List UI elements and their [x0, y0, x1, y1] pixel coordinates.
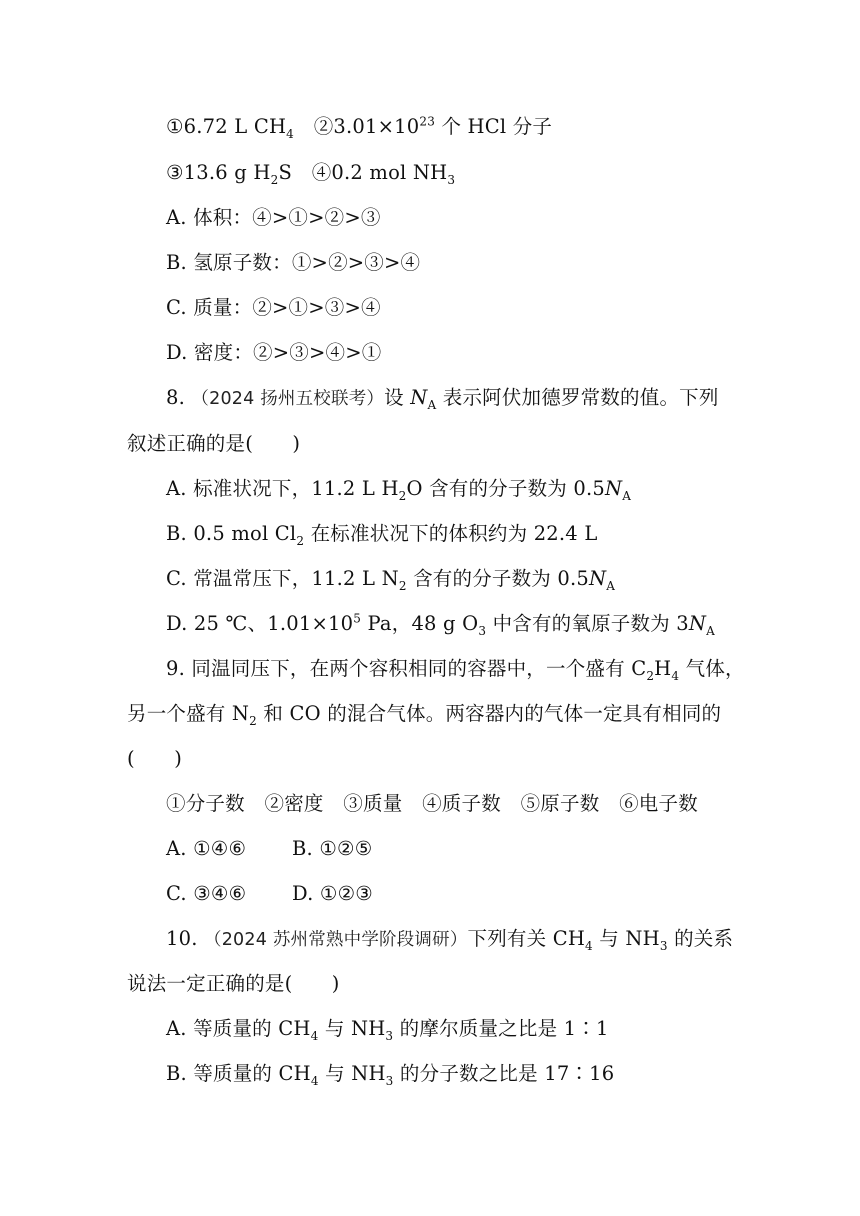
q8-option-c: C. 常温常压下，11.2 L $N_2$ 含有的分子数为 $0.5N_A$: [166, 567, 616, 593]
q10-stem-line-2: 说法一定正确的是( ): [127, 972, 340, 995]
q8-stem-line-1: 8. （2024 扬州五校联考）设 $N_A$ 表示阿伏加德罗常数的值。下列: [166, 386, 719, 412]
q8-source: （2024 扬州五校联考）: [191, 389, 385, 409]
q7-items-line-2: ③13.6 g $H_2S$ ④0.2 mol $NH_3$: [166, 161, 456, 187]
q9-option-a: A. ①④⑥: [166, 837, 247, 860]
q10-option-a: A. 等质量的 $CH_4$ 与 $NH_3$ 的摩尔质量之比是 1∶1: [166, 1017, 609, 1043]
q7-items-line-1: ①6.72 L $CH_4$ $②3.01\times 10^{23}$ 个 HCl 分子: [166, 114, 553, 141]
q10-source: （2024 苏州常熟中学阶段调研）: [204, 930, 468, 950]
q8-option-a: A. 标准状况下，11.2 L $H_2O$ 含有的分子数为 $0.5N_A$: [166, 477, 632, 503]
q8-option-d: D. 25 ℃、$1.01\times 10^5$ Pa，48 g $O_3$ 中含有的氧原子数为 $3N_A$: [166, 611, 716, 638]
q7-option-c: C. 质量：②>①>③>④: [166, 296, 381, 319]
q9-option-d: D. ①②③: [292, 882, 373, 905]
q7-option-a: A. 体积：④>①>②>③: [166, 206, 381, 229]
q9-items: ①分子数 ②密度 ③质量 ④质子数 ⑤原子数 ⑥电子数: [166, 792, 698, 815]
q9-option-b: B. ①②⑤: [292, 837, 373, 860]
q10-option-b: B. 等质量的 $CH_4$ 与 $NH_3$ 的分子数之比是 17∶16: [166, 1062, 615, 1088]
q7-option-d: D. 密度：②>③>④>①: [166, 341, 382, 364]
q8-number: 8.: [166, 386, 192, 409]
q8-stem-line-2: 叙述正确的是( ): [127, 432, 301, 455]
q9-stem-line-2: 另一个盛有 $N_2$ 和 CO 的混合气体。两容器内的气体一定具有相同的: [127, 702, 722, 728]
q10-number: 10.: [166, 927, 205, 950]
q7-option-b: B. 氢原子数：①>②>③>④: [166, 251, 421, 274]
q9-stem-line-3: ( ): [127, 747, 183, 770]
q8-option-b: B. 0.5 mol $Cl_2$ 在标准状况下的体积约为 22.4 L: [166, 522, 598, 548]
q9-stem-line-1: 9. 同温同压下，在两个容积相同的容器中，一个盛有 $C_2H_4$ 气体，: [166, 657, 745, 683]
q9-option-c: C. ③④⑥: [166, 882, 247, 905]
q10-stem-line-1: 10. （2024 苏州常熟中学阶段调研）下列有关 $CH_4$ 与 $NH_3$ 的关系: [166, 927, 734, 953]
